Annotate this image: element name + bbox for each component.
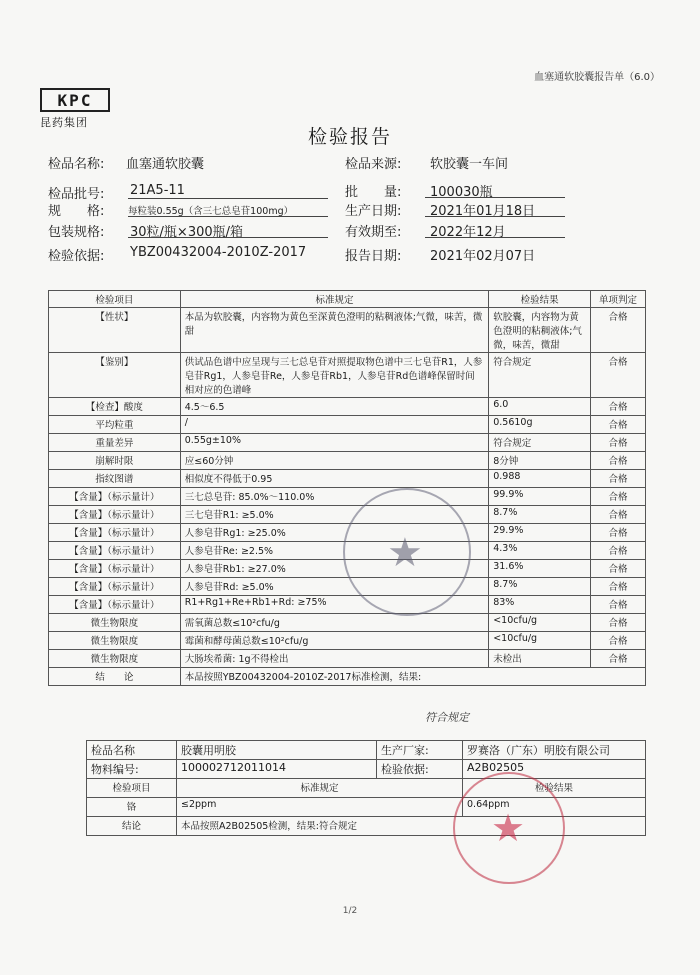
table-row [49,398,646,416]
row-item: 微生物限度 [49,650,181,668]
row-standard: 人参皂苷Rb1: ≥27.0% [180,560,488,578]
row-item: 微生物限度 [49,632,181,650]
row-standard: 大肠埃希菌: 1g不得检出 [180,650,488,668]
row-item: 【检查】酸度 [49,398,181,416]
row-verdict: 合格 [591,632,646,650]
row-verdict: 合格 [591,398,646,416]
header-verdict: 单项判定 [591,291,646,308]
logo-mark: KPC [40,88,110,112]
row-result: <10cfu/g [489,632,591,650]
report-page: 血塞通软胶囊报告单（6.0） KPC 昆药集团 检验报告 检品名称: 血塞通软胶囊 检品批号: 21A5-11 规 格: 每粒装0.55g（含三七总皂苷100mg） 包装规格: 30粒/瓶×300瓶/箱 检验依据: YBZ00432004-2010Z-2017 检品来源: 软胶囊一车间 批 量: 100030瓶 生产日期: 2021年01月18日 有效期至: 2022年12月 报告日期: 2021年02月07日 检验项目 标准规定 检验结果 单项判定 【性状】 本品为软胶囊，内容物为黄色至深黄色澄明的粘稠液体;气微，味苦，微甜 软胶囊，内容物为黄色澄明的粘稠液体;气微，味苦，微甜 合格 【鉴别】 供试品色谱中应呈现与三七总皂苷对照提取物色谱中三七皂苷R1，人参皂苷Rg1，人参皂苷Re，人参皂苷Rb1，人参皂苷Rd色谱峰保留时间相对应的色谱峰 符合规定 合格 【检查】酸度 4.5～6.5 6.0 合格 平均粒重 / 0.5610g 合格 重量差异 0.55g±10% 符合规定 合格 崩解时限 应≤60分钟 8分钟 合格 指纹图谱 相似度不得低于0.95 0.988 合格 【含量】（标示量计） 三七总皂苷: 85.0%～110.0% 99.9% 合格 【含量】（标示量计） 三七皂苷R1: ≥5.0% 8.7% 合格 【含量】（标示量计） 人参皂苷Rg1: ≥25.0% 29.9% 合格 【含量】（标示量计） 人参皂苷Re: ≥2.5% 4.3% 合格 【含量】（标示量计） 人参皂苷Rb1: ≥27.0% 31.6% 合格 【含量】（标示量计） 人参皂苷Rd: ≥5.0% 8.7% 合格 【含量】（标示量计） R1+Rg1+Re+Rb1+Rd: ≥75% 83% 合格 微生物限度 需氧菌总数≤10²cfu/g <10cfu/g 合格 微生物限度 霉菌和酵母菌总数≤10²cfu/g <10cfu/g 合格 微生物限度 大肠埃希菌: 1g不得检出 未检出 合格 结 论 本品按照YBZ00432004-2010Z-2017标准检测，结果: 符合规定 检品名称 胶囊用明胶 生产厂家: 罗赛洛（广东）明胶有限公司 物料编号: 100002712011014 检验依据: A2B02505 检验项目 标准规定 检验结果 铬 ≤2ppm 0.64ppm 结论 本品按照A2B02505检测，结果:符合规定 ★ ★ 1/2 [0,0,700,975]
row-result: 8.7% [489,578,591,596]
star-icon: ★ [387,530,423,576]
product-name-value: 血塞通软胶囊 [126,157,205,172]
table-row [49,470,646,488]
logo-company-name: 昆药集团 [40,116,88,129]
table-row [49,353,646,398]
row-result: 8.7% [489,506,591,524]
row-item: 【含量】（标示量计） [49,596,181,614]
supplier-stamp-seal [453,772,565,884]
expiry-value: 2022年12月 [430,225,506,240]
material-code-value: 100002712011014 [177,760,377,779]
row-standard: 需氧菌总数≤10²cfu/g [180,614,488,632]
row-item: 【含量】（标示量计） [49,488,181,506]
row-verdict: 合格 [591,416,646,434]
row-standard: 4.5～6.5 [180,398,488,416]
report-title: 检验报告 [307,126,392,148]
handwritten-signature: 符合规定 [425,711,469,724]
row-verdict: 合格 [591,578,646,596]
production-date-value: 2021年01月18日 [430,204,536,219]
row-verdict: 合格 [591,434,646,452]
material-name-label: 检品名称 [87,741,177,760]
row-standard: 应≤60分钟 [180,452,488,470]
quality-stamp-seal [343,488,471,616]
table-row [49,614,646,632]
row-standard: 供试品色谱中应呈现与三七总皂苷对照提取物色谱中三七皂苷R1，人参皂苷Rg1，人参皂苷Re，人参皂苷Rb1，人参皂苷Rd色谱峰保留时间相对应的色谱峰 [180,353,488,398]
row-verdict: 合格 [591,353,646,398]
header-standard: 标准规定 [180,291,488,308]
material-row-2 [87,760,646,779]
row-item: 【含量】（标示量计） [49,578,181,596]
material-header-row [87,779,646,798]
row-result: 6.0 [489,398,591,416]
table-row [49,308,646,353]
table-row [49,434,646,452]
material-conclusion-label: 结论 [87,817,177,836]
material-standard: ≤2ppm [177,798,463,817]
table-row [49,578,646,596]
row-item: 【含量】（标示量计） [49,560,181,578]
row-item: 【含量】（标示量计） [49,524,181,542]
row-item: 平均粒重 [49,416,181,434]
row-result: 99.9% [489,488,591,506]
source-value: 软胶囊一车间 [430,157,509,172]
lot-value: 100030瓶 [430,185,493,200]
row-result: 8分钟 [489,452,591,470]
material-header-standard: 标准规定 [177,779,463,798]
spec-value: 每粒装0.55g（含三七总皂苷100mg） [128,206,294,217]
row-standard: 霉菌和酵母菌总数≤10²cfu/g [180,632,488,650]
row-result: 29.9% [489,524,591,542]
row-verdict: 合格 [591,470,646,488]
row-standard: 人参皂苷Rd: ≥5.0% [180,578,488,596]
table-row [49,650,646,668]
page-number: 1/2 [342,906,358,916]
row-standard: 人参皂苷Rg1: ≥25.0% [180,524,488,542]
table-row [49,416,646,434]
inspection-table [48,290,646,686]
material-header-result: 检验结果 [463,779,646,798]
row-standard: 本品为软胶囊，内容物为黄色至深黄色澄明的粘稠液体;气微，味苦，微甜 [180,308,488,353]
row-standard: / [180,416,488,434]
basis-value: YBZ00432004-2010Z-2017 [130,245,307,260]
table-row [49,632,646,650]
row-result: 软胶囊，内容物为黄色澄明的粘稠液体;气微，味苦，微甜 [489,308,591,353]
maker-label: 生产厂家: [377,741,463,760]
row-result: 未检出 [489,650,591,668]
maker-value: 罗赛洛（广东）明胶有限公司 [463,741,646,760]
material-basis-value: A2B02505 [463,760,646,779]
row-item: 重量差异 [49,434,181,452]
row-result: 符合规定 [489,434,591,452]
material-item: 铬 [87,798,177,817]
row-standard: 0.55g±10% [180,434,488,452]
material-header-item: 检验项目 [87,779,177,798]
report-date-value: 2021年02月07日 [430,249,536,264]
row-result: 31.6% [489,560,591,578]
row-verdict: 合格 [591,650,646,668]
table-row [49,596,646,614]
conclusion-label: 结 论 [49,668,181,686]
material-code-label: 物料编号: [87,760,177,779]
row-verdict: 合格 [591,542,646,560]
row-verdict: 合格 [591,308,646,353]
row-result: 83% [489,596,591,614]
row-verdict: 合格 [591,524,646,542]
row-standard: 三七总皂苷: 85.0%～110.0% [180,488,488,506]
batch-value: 21A5-11 [130,183,185,198]
row-result: <10cfu/g [489,614,591,632]
row-item: 指纹图谱 [49,470,181,488]
material-row-1 [87,741,646,760]
row-item: 【鉴别】 [49,353,181,398]
star-icon: ★ [491,806,526,850]
row-item: 崩解时限 [49,452,181,470]
row-item: 微生物限度 [49,614,181,632]
row-standard: 相似度不得低于0.95 [180,470,488,488]
table-row [49,488,646,506]
document-reference: 血塞通软胶囊报告单（6.0） [534,72,660,83]
row-verdict: 合格 [591,560,646,578]
row-result: 0.988 [489,470,591,488]
row-result: 4.3% [489,542,591,560]
material-name-value: 胶囊用明胶 [177,741,377,760]
row-verdict: 合格 [591,488,646,506]
inspection-rows [49,308,646,668]
table-header-row [49,291,646,308]
table-row [49,452,646,470]
row-standard: 三七皂苷R1: ≥5.0% [180,506,488,524]
conclusion-row [49,668,646,686]
row-verdict: 合格 [591,596,646,614]
material-conclusion-text: 本品按照A2B02505检测，结果:符合规定 [177,817,646,836]
header-item: 检验项目 [49,291,181,308]
material-result: 0.64ppm [463,798,646,817]
material-basis-label: 检验依据: [377,760,463,779]
row-item: 【含量】（标示量计） [49,506,181,524]
row-verdict: 合格 [591,614,646,632]
row-item: 【含量】（标示量计） [49,542,181,560]
conclusion-text: 本品按照YBZ00432004-2010Z-2017标准检测，结果: [180,668,645,686]
table-row [49,506,646,524]
row-result: 0.5610g [489,416,591,434]
row-standard: 人参皂苷Re: ≥2.5% [180,542,488,560]
row-verdict: 合格 [591,452,646,470]
row-verdict: 合格 [591,506,646,524]
row-standard: R1+Rg1+Re+Rb1+Rd: ≥75% [180,596,488,614]
header-result: 检验结果 [489,291,591,308]
row-item: 【性状】 [49,308,181,353]
package-value: 30粒/瓶×300瓶/箱 [130,225,244,240]
row-result: 符合规定 [489,353,591,398]
